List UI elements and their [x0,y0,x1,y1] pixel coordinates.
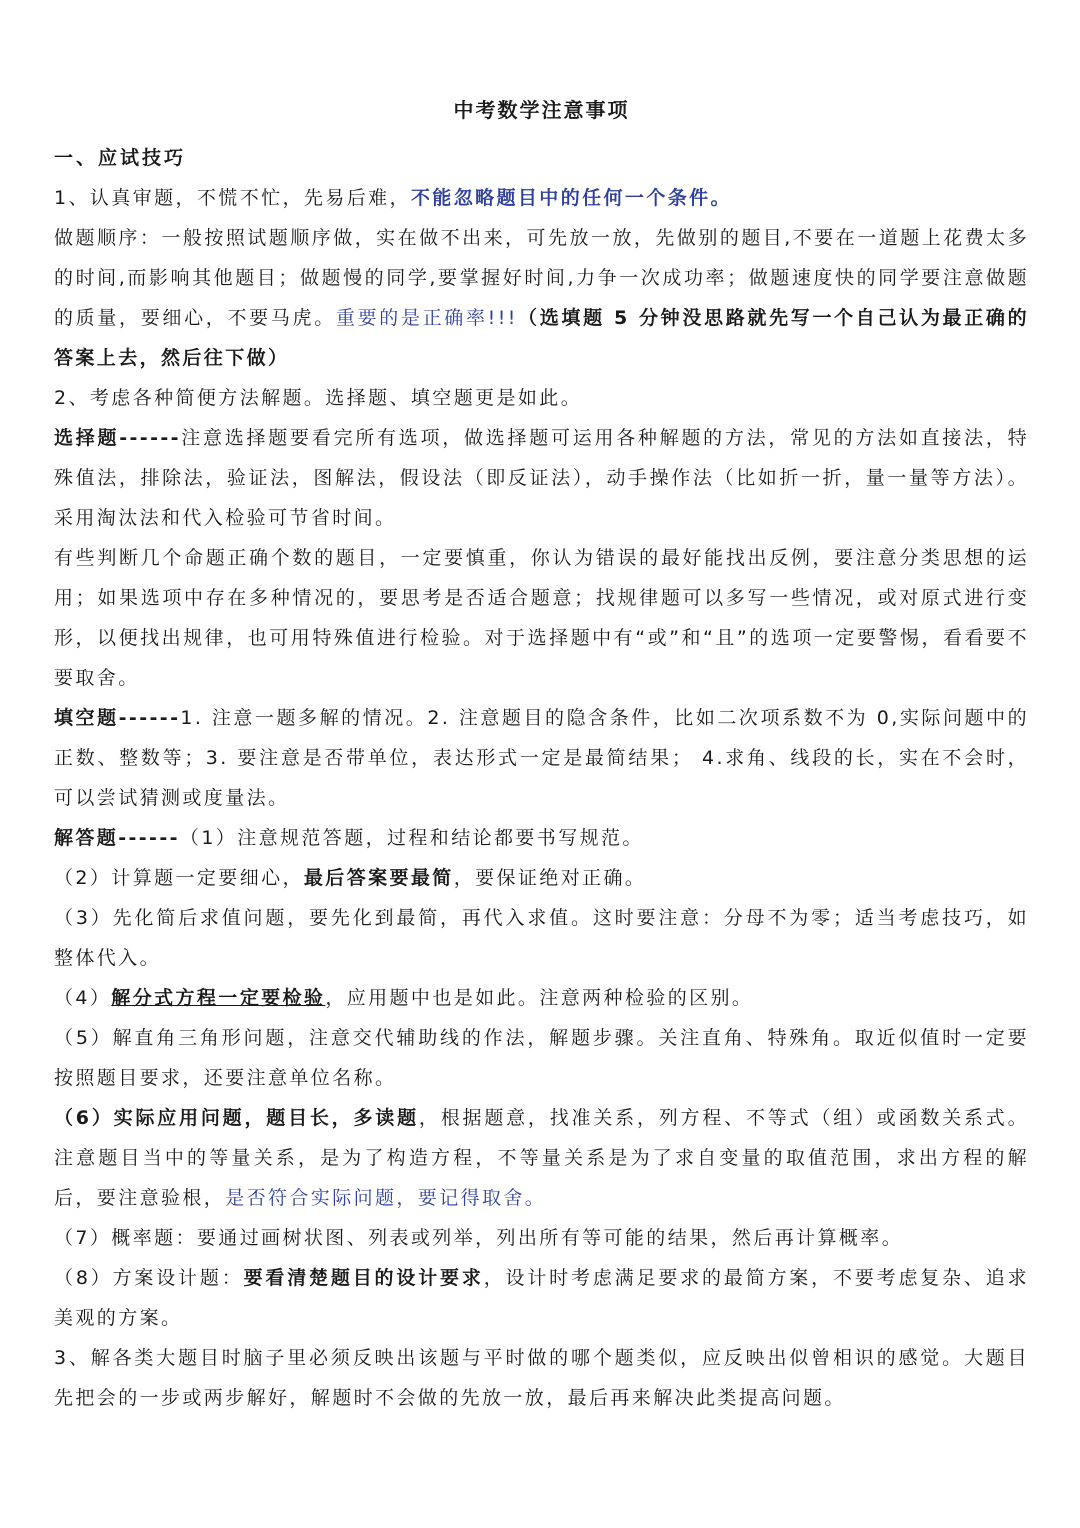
solve-item-6-number: （6） [54,1107,114,1129]
solve-item-6 [54,1098,1029,1218]
solve-item-2-bold: 最后答案要最简 [303,867,454,889]
solve-item-6-text: ，根据题意，找准关系，列方程、不等式（组）或函数关系式。注意题目当中的等量关系，是为了构造方程，不等量关系是为了求自变量的取值范围，求出方程的解后，要注意验根， [54,1107,1030,1209]
page-title: 中考数学注意事项 [453,98,630,122]
solve-label: 解答题------ [54,827,180,849]
solve-item-3: （3）先化简后求值问题，要先化到最简，再代入求值。这时要注意：分母不为零；适当考虑技巧，如整体代入。 [54,907,1029,969]
solve-item-8 [54,1258,1029,1338]
item-3: 3、解各类大题目时脑子里必须反映出该题与平时做的哪个题类似，应反映出似曾相识的感觉。大题目先把会的一步或两步解好，解题时不会做的先放一放，最后再来解决此类提高问题。 [54,1347,1029,1409]
solve-paragraph [54,818,1029,858]
order-text: 做题顺序：一般按照试题顺序做，实在做不出来，可先放一放，先做别的题目,不要在一道题上花费太多的时间,而影响其他题目；做题慢的同学,要掌握好时间,力争一次成功率；做题速度快的同学要注意做题的质量，要细心，不要马虎。 [54,227,1029,329]
section-heading: 一、应试技巧 [54,147,187,169]
solve-item-8-bold: 要看清楚题目的设计要求 [243,1267,484,1289]
choice-paragraph-2: 有些判断几个命题正确个数的题目，一定要慎重，你认为错误的最好能找出反例，要注意分类思想的运用；如果选项中存在多种情况的，要思考是否适合题意；找规律题可以多写一些情况，或对原式进行变形，以便找出规律，也可用特殊值进行检验。对于选择题中有“或”和“且”的选项一定要警惕，看看要不要取舍。 [54,547,1029,689]
solve-item-8-tail: ，设计时考虑满足要求的最简方案，不要考虑复杂、追求美观的方案。 [54,1267,1029,1329]
solve-text: （1）注意规范答题，过程和结论都要书写规范。 [179,827,644,849]
choice-text: 注意选择题要看完所有选项，做选择题可运用各种解题的方法，常见的方法如直接法，特殊值法，排除法，验证法，图解法，假设法（即反证法），动手操作法（比如折一折，量一量等方法）。采用淘汰法和代入检验可节省时间。 [54,427,1029,529]
solve-item-2-text: （2）计算题一定要细心， [54,867,304,889]
solve-item-6-emphasis: 是否符合实际问题，要记得取舍。 [225,1187,547,1209]
solve-item-4-underlined: 解分式方程一定要检验 [111,987,326,1009]
fill-label: 填空题------ [54,707,181,729]
solve-item-2-tail: ，要保证绝对正确。 [453,867,647,889]
item-1-emphasis: 不能忽略题目中的任何一个条件。 [410,187,732,209]
choice-label: 选择题------ [54,427,181,449]
order-paragraph [54,218,1029,378]
solve-item-4-tail: ，应用题中也是如此。注意两种检验的区别。 [325,987,754,1009]
order-emphasis: 重要的是正确率!!! [335,307,518,329]
solve-item-5: （5）解直角三角形问题，注意交代辅助线的作法，解题步骤。关注直角、特殊角。取近似值时一定要按照题目要求，还要注意单位名称。 [54,1027,1029,1089]
item-2: 2、考虑各种简便方法解题。选择题、填空题更是如此。 [54,387,583,409]
solve-item-7: （7）概率题：要通过画树状图、列表或列举，列出所有等可能的结果，然后再计算概率。 [54,1227,904,1249]
order-bold-note: （选填题 5 分钟没思路就先写一个自己认为最正确的答案上去，然后往下做） [54,307,1029,369]
solve-item-4-number: （4） [54,987,112,1009]
solve-item-4 [54,978,1029,1018]
fill-text: 1. 注意一题多解的情况。2. 注意题目的隐含条件，比如二次项系数不为 0,实际问题中的正数、整数等；3. 要注意是否带单位，表达形式一定是最简结果； 4.求角、线段的长，实在不会时，可以尝试猜测或度量法。 [54,707,1029,809]
solve-item-8-text: （8）方案设计题： [54,1267,244,1289]
solve-item-2 [54,858,1029,898]
fill-paragraph [54,698,1029,818]
item-1-text: 1、认真审题，不慌不忙，先易后难， [54,187,411,209]
solve-item-6-bold: 实际应用问题，题目长，多读题 [113,1107,419,1129]
document-page [54,96,1029,1418]
item-1 [54,178,1029,218]
choice-paragraph [54,418,1029,538]
